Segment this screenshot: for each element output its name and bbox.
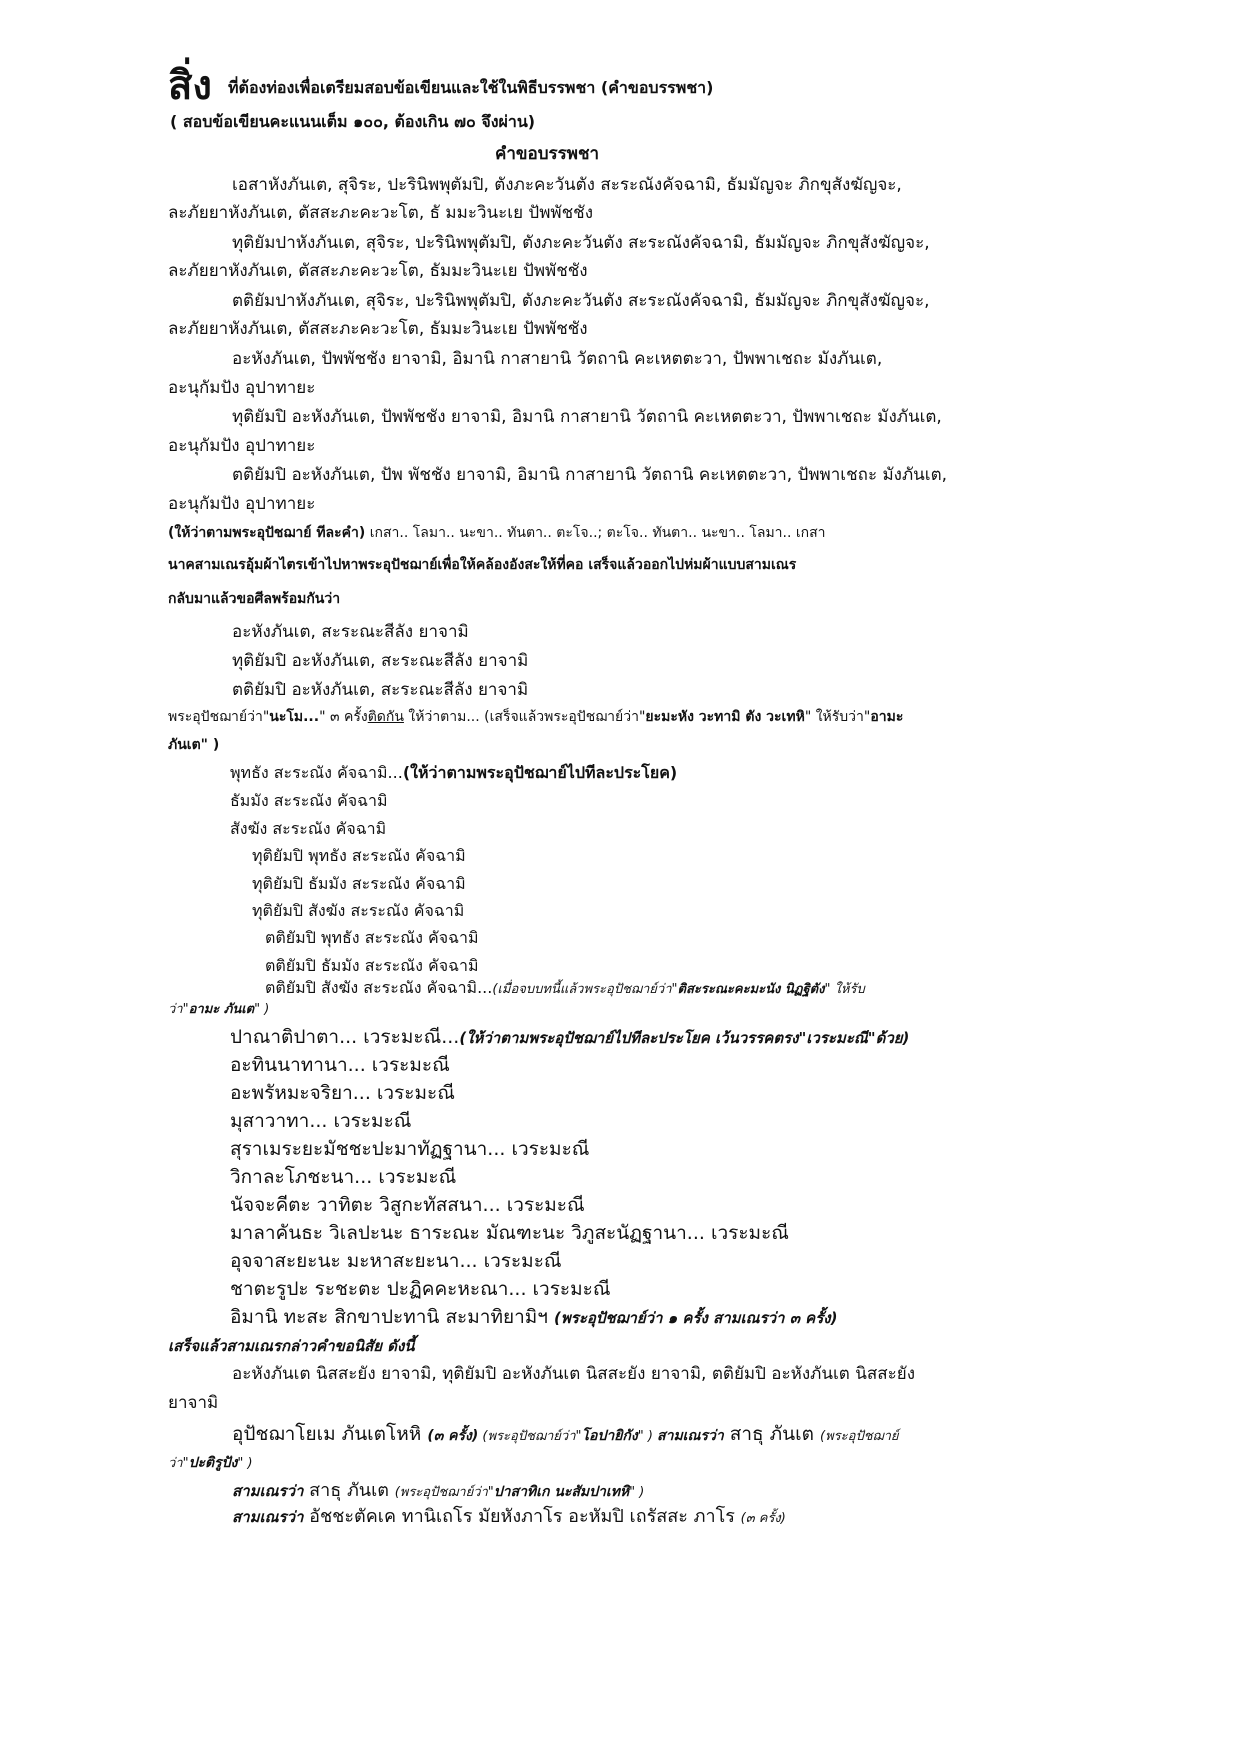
refuge-line1 bbox=[230, 765, 677, 781]
request-p4-line1: อะหังภันเต, ปัพพัชชัง ยาจามิ, อิมานิ กาสายานิ วัตถานิ คะเหตตะวา, ปัพพาเชถะ มังภันเต, bbox=[232, 349, 883, 369]
sila-request-line: อะหังภันเต, สะระณะสีลัง ยาจามิ bbox=[232, 622, 469, 642]
follow-instruction bbox=[168, 526, 826, 540]
nissaya-line3-c: (พระอุปัชฌาย์ว่า" bbox=[478, 1429, 582, 1444]
precept-2: อะทินนาทานา... เวระมะณี bbox=[230, 1054, 450, 1076]
refuge-line9-note-b: ติสะระณะคะมะนัง นิฏฐิตัง bbox=[677, 982, 825, 997]
precept-1 bbox=[230, 1028, 909, 1047]
nissaya-line4-b: ปะติรูปัง bbox=[188, 1455, 238, 1471]
precept-10: ชาตะรูปะ ระชะตะ ปะฏิคคะหะณา... เวระมะณี bbox=[230, 1278, 611, 1300]
request-p2-line2: ละภัยยาหังภันเต, ตัสสะภะคะวะโต, ธัมมะวินะเย ปัพพัชชัง bbox=[168, 261, 588, 281]
section-title: คำขอบรรพชา bbox=[495, 144, 600, 164]
request-p2-line1: ทุติยัมปาหังภันเต, สุจิระ, ปะรินิพพุตัมปิ, ตังภะคะวันตัง สะระณังคัจฉามิ, ธัมมัญจะ ภิกขุสังฆัญจะ, bbox=[232, 233, 930, 253]
request-p6-line1: ตติยัมปิ อะหังภันเต, ปัพ พัชชัง ยาจามิ, อิมานิ กาสายานิ วัตถานิ คะเหตตะวา, ปัพพาเชถะ มังภันเต, bbox=[232, 465, 948, 485]
precept-4: มุสาวาทา... เวระมะณี bbox=[230, 1110, 412, 1132]
refuge-line1-note: (ให้ว่าตามพระอุปัชฌาย์ไปทีละประโยค) bbox=[402, 763, 678, 782]
refuge-line10-b: อามะ ภันเต bbox=[188, 1002, 255, 1017]
nissaya-line5-a: สามเณรว่า bbox=[232, 1482, 304, 1500]
nissaya-heading: เสร็จแล้วสามเณรกล่าวคำขอนิสัย ดังนี้ bbox=[168, 1337, 415, 1355]
nissaya-line5-d: ปาสาทิเก นะสัมปาเทหิ bbox=[493, 1484, 630, 1500]
nissaya-line3-b: (๓ ครั้ง) bbox=[427, 1428, 479, 1444]
nissaya-line5 bbox=[232, 1482, 644, 1500]
refuge-line9-text: ตติยัมปิ สังฆัง สะระณัง คัจฉามิ... bbox=[265, 978, 493, 997]
refuge-line9 bbox=[265, 980, 865, 996]
namo-note-c: " ๓ ครั้ง bbox=[319, 709, 368, 725]
instruction-line2: กลับมาแล้วขอศีลพร้อมกันว่า bbox=[168, 591, 341, 607]
request-p1-line1: เอสาหังภันเต, สุจิระ, ปะรินิพพุตัมปิ, ตังภะคะวันตัง สะระณังคัจฉามิ, ธัมมัญจะ ภิกขุสังฆัญจะ, bbox=[232, 175, 902, 195]
refuge-line10-a: ว่า" bbox=[168, 1002, 189, 1017]
nissaya-line6-a: สามเณรว่า bbox=[232, 1508, 304, 1526]
namo-note-e: ให้ว่าตาม... (เสร็จแล้วพระอุปัชฌาย์ว่า" bbox=[403, 709, 646, 725]
nissaya-line1: อะหังภันเต นิสสะยัง ยาจามิ, ทุติยัมปิ อะหังภันเต นิสสะยัง ยาจามิ, ตติยัมปิ อะหังภันเต นิสสะยัง bbox=[232, 1364, 915, 1384]
precept-5: สุราเมระยะมัชชะปะมาทัฏฐานา... เวระมะณี bbox=[230, 1138, 590, 1160]
follow-instruction-bold: (ให้ว่าตามพระอุปัชฌาย์ ทีละคำ) bbox=[168, 525, 366, 541]
request-p6-line2: อะนุกัมปัง อุปาทายะ bbox=[168, 494, 316, 514]
nissaya-line6-b: อัชชะตัคเค ทานิเถโร มัยหังภาโร อะหัมปิ เถรัสสะ ภาโร bbox=[303, 1506, 741, 1527]
page-title: ที่ต้องท่องเพื่อเตรียมสอบข้อเขียนและใช้ในพิธีบรรพชา (คำขอบรรพชา) bbox=[228, 78, 714, 97]
nissaya-line2: ยาจามิ bbox=[168, 1393, 219, 1413]
precept-9: อุจจาสะยะนะ มะหาสะยะนา... เวระมะณี bbox=[230, 1250, 562, 1272]
precept-11-note: (พระอุปัชฌาย์ว่า ๑ ครั้ง สามเณรว่า ๓ ครั้ง) bbox=[554, 1309, 838, 1327]
precept-1-note: (ให้ว่าตามพระอุปัชฌาย์ไปทีละประโยค เว้นวรรคตรง"เวระมะณี"ด้วย) bbox=[459, 1029, 910, 1047]
title-big-word: สิ่ง bbox=[168, 63, 212, 109]
subtitle: ( สอบข้อเขียนคะแนนเต็ม ๑๐๐, ต้องเกิน ๗๐ จึงผ่าน) bbox=[170, 112, 536, 131]
precept-3: อะพรัหมะจริยา... เวระมะณี bbox=[230, 1082, 455, 1104]
nissaya-line4 bbox=[168, 1456, 253, 1470]
nissaya-line6-c: (๓ ครั้ง) bbox=[740, 1511, 786, 1526]
namo-note-f: ยะมะหัง วะทามิ ตัง วะเทหิ bbox=[645, 709, 805, 725]
nissaya-line3-g: สาธุ ภันเต bbox=[723, 1423, 821, 1445]
request-p5-line1: ทุติยัมปิ อะหังภันเต, ปัพพัชชัง ยาจามิ, อิมานิ กาสายานิ วัตถานิ คะเหตตะวา, ปัพพาเชถะ มังภันเต, bbox=[232, 407, 942, 427]
nissaya-line3-a: อุปัชฌาโยเม ภันเตโหหิ bbox=[232, 1423, 428, 1445]
refuge-line7: ตติยัมปิ พุทธัง สะระณัง คัจฉามิ bbox=[265, 928, 479, 947]
request-p3-line2: ละภัยยาหังภันเต, ตัสสะภะคะวะโต, ธัมมะวินะเย ปัพพัชชัง bbox=[168, 319, 588, 339]
nissaya-line4-c: " ) bbox=[237, 1456, 253, 1471]
nissaya-line3-d: โอปายิกัง bbox=[581, 1428, 638, 1444]
refuge-line9-note-a: (เมื่อจบบทนี้แล้วพระอุปัชฌาย์ว่า" bbox=[492, 982, 678, 997]
request-p1-line2: ละภัยยาหังภันเต, ตัสสะภะคะวะโต, ธั มมะวินะเย ปัพพัชชัง bbox=[168, 203, 594, 223]
refuge-line8: ตติยัมปิ ธัมมัง สะระณัง คัจฉามิ bbox=[265, 956, 479, 975]
refuge-line6: ทุติยัมปิ สังฆัง สะระณัง คัจฉามิ bbox=[252, 901, 465, 920]
refuge-line1-text: พุทธัง สะระณัง คัจฉามิ... bbox=[230, 763, 403, 782]
nissaya-line5-e: " ) bbox=[629, 1485, 645, 1500]
precept-7: นัจจะคีตะ วาทิตะ วิสูกะทัสสนา... เวระมะณี bbox=[230, 1194, 585, 1216]
instruction-line1: นาคสามเณรอุ้มผ้าไตรเข้าไปหาพระอุปัชฌาย์เพื่อให้คล้องอังสะให้ที่คอ เสร็จแล้วออกไปห่มผ้าแบบสามเณร bbox=[168, 557, 797, 573]
request-p5-line2: อะนุกัมปัง อุปาทายะ bbox=[168, 436, 316, 456]
precept-11-text: อิมานิ ทะสะ สิกขาปะทานิ สะมาทิยามิฯ bbox=[230, 1306, 555, 1328]
refuge-line9-note-c: " ให้รับ bbox=[824, 982, 865, 997]
precept-11 bbox=[230, 1308, 837, 1327]
request-p3-line1: ตติยัมปาหังภันเต, สุจิระ, ปะรินิพพุตัมปิ, ตังภะคะวันตัง สะระณังคัจฉามิ, ธัมมัญจะ ภิกขุสังฆัญจะ, bbox=[232, 291, 930, 311]
nissaya-line3-f: สามเณรว่า bbox=[657, 1428, 724, 1444]
sila-request-line: ตติยัมปิ อะหังภันเต, สะระณะสีลัง ยาจามิ bbox=[232, 680, 529, 700]
refuge-line3: สังฆัง สะระณัง คัจฉามิ bbox=[230, 819, 387, 838]
namo-note-d: ติดกัน bbox=[367, 709, 404, 725]
namo-note-line1 bbox=[168, 710, 903, 724]
nissaya-line3-h: (พระอุปัชฌาย์ bbox=[820, 1429, 899, 1444]
sila-request-line: ทุติยัมปิ อะหังภันเต, สะระณะสีลัง ยาจามิ bbox=[232, 651, 529, 671]
namo-note-g: " ให้รับว่า" bbox=[804, 709, 871, 725]
namo-note-a: พระอุปัชฌาย์ว่า" bbox=[168, 709, 270, 725]
nissaya-line3 bbox=[232, 1425, 899, 1444]
namo-note-h: อามะ bbox=[870, 709, 904, 725]
follow-instruction-words: เกสา.. โลมา.. นะขา.. ทันตา.. ตะโจ..; ตะโจ.. ทันตา.. นะขา.. โลมา.. เกสา bbox=[365, 525, 826, 541]
precept-6: วิกาละโภชะนา... เวระมะณี bbox=[230, 1166, 457, 1188]
precept-8: มาลาคันธะ วิเลปะนะ ธาระณะ มัณฑะนะ วิภูสะนัฏฐานา... เวระมะณี bbox=[230, 1222, 789, 1244]
nissaya-line5-c: (พระอุปัชฌาย์ว่า" bbox=[394, 1485, 494, 1500]
namo-note-line2: ภันเต" ) bbox=[168, 737, 220, 753]
refuge-line2: ธัมมัง สะระณัง คัจฉามิ bbox=[230, 791, 388, 810]
nissaya-line3-e: " ) bbox=[637, 1429, 658, 1444]
refuge-line5: ทุติยัมปิ ธัมมัง สะระณัง คัจฉามิ bbox=[252, 874, 466, 893]
refuge-line10 bbox=[168, 1003, 269, 1016]
namo-note-b: นะโม... bbox=[269, 709, 320, 725]
nissaya-line5-b: สาธุ ภันเต bbox=[303, 1480, 395, 1501]
nissaya-line6 bbox=[232, 1508, 786, 1526]
request-p4-line2: อะนุกัมปัง อุปาทายะ bbox=[168, 378, 316, 398]
refuge-line10-c: " ) bbox=[254, 1002, 270, 1017]
refuge-line4: ทุติยัมปิ พุทธัง สะระณัง คัจฉามิ bbox=[252, 846, 466, 865]
precept-1-text: ปาณาติปาตา... เวระมะณี... bbox=[230, 1026, 460, 1048]
nissaya-line4-a: ว่า" bbox=[168, 1456, 189, 1471]
